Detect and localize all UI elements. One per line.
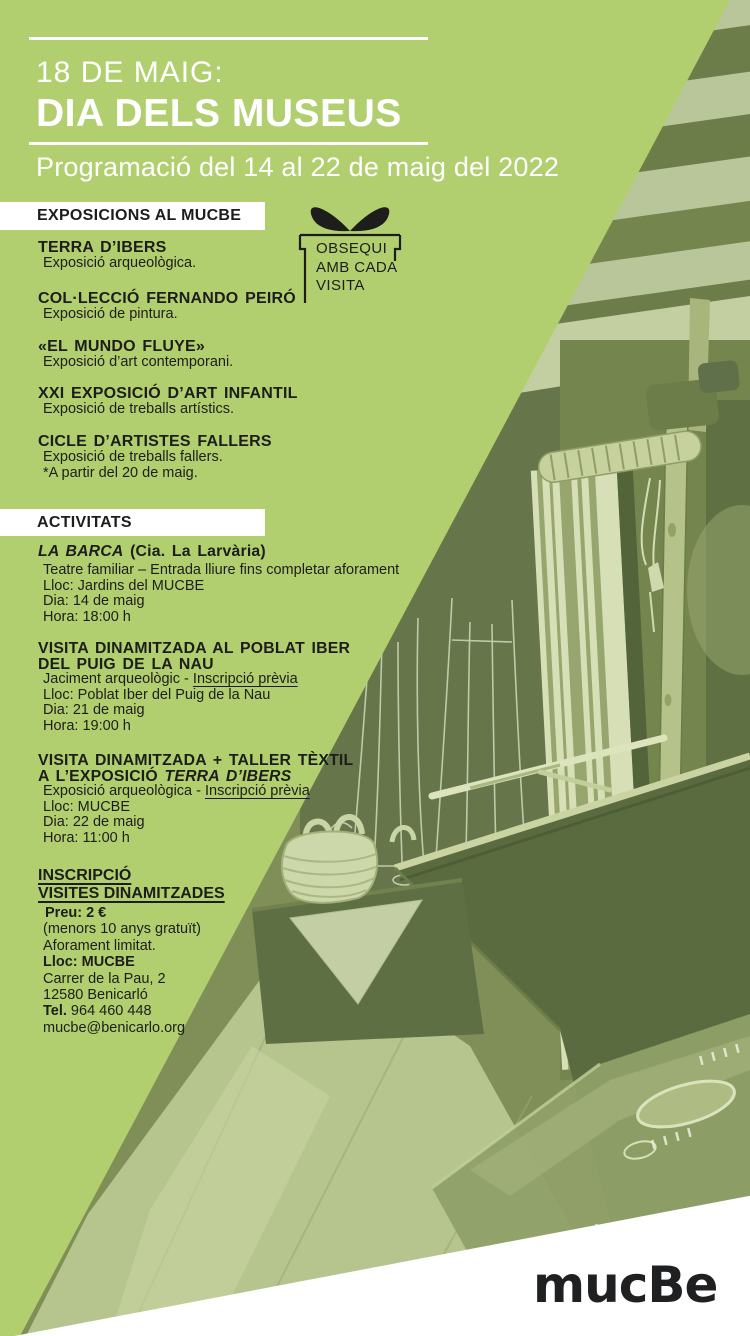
gift-badge-line2: AMB CADA <box>316 259 398 276</box>
activity-desc-plain: Exposició arqueològica - <box>43 783 206 799</box>
activity-barca-details <box>43 563 399 625</box>
inscription-details <box>43 905 201 1036</box>
inscription-lloc: Lloc: MUCBE <box>43 954 135 971</box>
activity-desc <box>43 672 298 688</box>
activity-desc <box>43 784 310 800</box>
expo-item-fernando-peiro <box>38 291 296 323</box>
expositions-heading: EXPOSICIONS AL MUCBE <box>37 207 242 224</box>
inscripcio-previa-link: Inscripció prèvia <box>205 783 310 799</box>
expo-title: XXI EXPOSICIÓ D’ART INFANTIL <box>38 385 298 402</box>
phone-label: Tel. <box>43 1003 67 1020</box>
activity-desc: Teatre familiar – Entrada lliure fins completar aforament <box>43 562 400 578</box>
inscription-email: mucbe@benicarlo.org <box>43 1019 186 1036</box>
activities-heading: ACTIVITATS <box>37 513 132 531</box>
activity-poblat-details <box>43 672 298 734</box>
inscription-title-line2: VISITES DINAMITZADES <box>38 885 225 902</box>
activity-lloc: Lloc: Jardins del MUCBE <box>43 577 205 594</box>
expo-title: COL·LECCIÓ FERNANDO PEIRÓ <box>38 290 296 307</box>
inscription-title <box>38 867 225 903</box>
inscription-title-line1: INSCRIPCIÓ <box>38 867 132 884</box>
page-title: DIA DELS MUSEUS <box>36 92 402 135</box>
expo-item-terra-dibers <box>38 240 196 272</box>
activity-title-line2-plain: A L’EXPOSICIÓ <box>38 767 165 785</box>
activity-title-line1: VISITA DINAMITZADA + TALLER TÈXTIL <box>38 752 354 769</box>
activity-hora: Hora: 11:00 h <box>43 829 130 846</box>
activity-desc-plain: Jaciment arqueològic - <box>43 671 193 687</box>
activity-dia: Dia: 14 de maig <box>43 593 145 610</box>
expo-desc: Exposició d’art contemporani. <box>43 354 234 370</box>
expo-desc: Exposició de treballs fallers. <box>43 449 223 465</box>
activity-title-line1: VISITA DINAMITZADA AL POBLAT IBER <box>38 640 351 657</box>
inscripcio-previa-link: Inscripció prèvia <box>192 671 298 687</box>
expo-note: *A partir del 20 de maig. <box>43 464 198 481</box>
inscription-address1: Carrer de la Pau, 2 <box>43 970 166 987</box>
inscription-price: Preu: 2 € <box>45 905 107 921</box>
activity-barca-name: LA BARCA <box>38 543 124 560</box>
activity-dia: Dia: 22 de maig <box>43 814 145 831</box>
header-rule-bottom <box>29 142 428 145</box>
header-kicker: 18 DE MAIG: <box>36 56 224 89</box>
inscription-note: (menors 10 anys gratuït) <box>43 921 201 938</box>
inscription-phone <box>43 1003 201 1019</box>
activity-hora: Hora: 18:00 h <box>43 608 131 625</box>
gift-badge-line3: VISITA <box>316 277 365 294</box>
expo-item-artistes-fallers <box>38 434 272 481</box>
expositions-heading-box <box>0 202 265 230</box>
expo-title: «EL MUNDO FLUYE» <box>38 338 205 355</box>
activity-hora: Hora: 19:00 h <box>43 717 131 734</box>
expo-desc: Exposició de treballs artístics. <box>43 401 234 417</box>
activity-taller-details <box>43 784 310 846</box>
activity-dia: Dia: 21 de maig <box>43 702 145 719</box>
gift-icon <box>293 197 407 319</box>
activity-poblat-title <box>38 641 350 673</box>
phone-number: 964 460 448 <box>66 1003 152 1020</box>
inscription-aforament: Aforament limitat. <box>43 937 156 954</box>
activities-heading-box <box>0 509 265 536</box>
header-subtitle: Programació del 14 al 22 de maig del 2022 <box>36 152 560 182</box>
expo-item-art-infantil <box>38 386 298 418</box>
activity-title-line2: DEL PUIG DE LA NAU <box>38 655 214 673</box>
expo-title: CICLE D’ARTISTES FALLERS <box>38 433 272 450</box>
header-rule-top <box>29 37 428 40</box>
inscription-address2: 12580 Benicarló <box>43 987 148 1004</box>
activity-barca-title <box>38 544 266 560</box>
expo-item-el-mundo-fluye <box>38 339 233 371</box>
expo-desc: Exposició de pintura. <box>43 306 178 322</box>
expo-title: TERRA D’IBERS <box>38 239 167 256</box>
mucbe-logo: mucBe <box>533 1256 718 1314</box>
gift-badge-line1: OBSEQUI <box>316 240 388 257</box>
activity-barca-company: (Cia. La Larvària) <box>123 543 266 560</box>
activity-lloc: Lloc: MUCBE <box>43 798 131 815</box>
activity-title-line2-italic: TERRA D’IBERS <box>164 767 292 785</box>
activity-lloc: Lloc: Poblat Iber del Puig de la Nau <box>43 686 271 703</box>
activity-taller-title <box>38 753 353 785</box>
expo-desc: Exposició arqueològica. <box>43 255 197 271</box>
